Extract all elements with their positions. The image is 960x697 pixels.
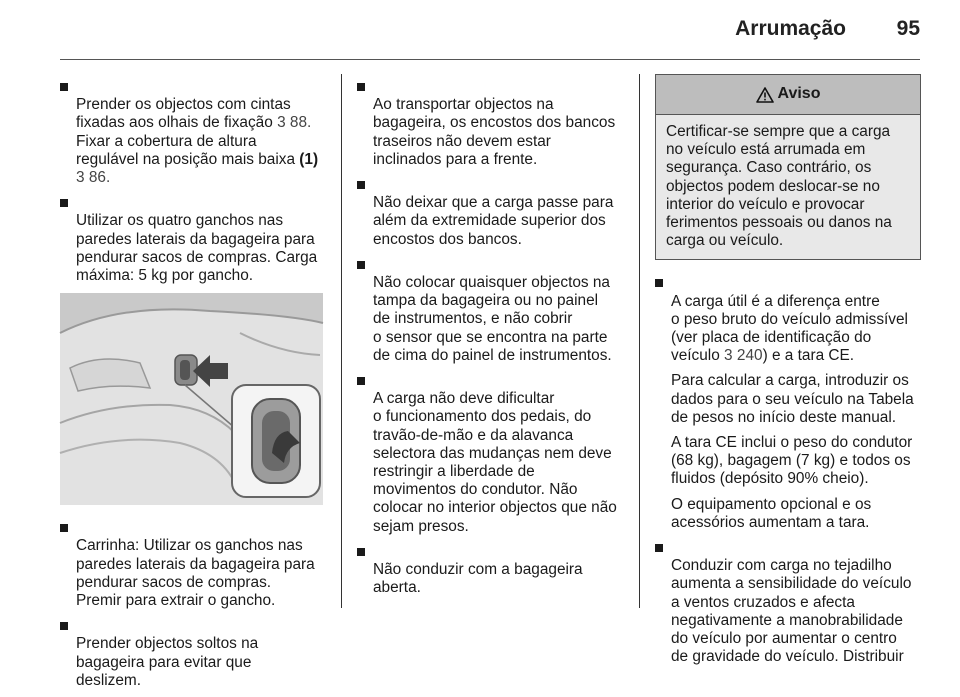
bullet-square-icon [60, 524, 68, 532]
column-divider-2 [639, 74, 640, 608]
bullet-square-icon [655, 279, 663, 287]
warning-text: Certificar-se sempre que a carga no veículo está arrumada em segurança. Caso contrário, os objectos podem deslocar-se no interior do veículo e provocar ferimentos pessoais ou danos na carga ou veículo. [656, 115, 920, 259]
list-item: Prender objectos soltos na bagageira para evitar que deslizem. [60, 617, 326, 690]
page-reference-link[interactable]: 3 240 [724, 347, 763, 365]
column-3 [655, 74, 921, 673]
cargo-hook-illustration [60, 293, 323, 505]
bullet-square-icon [357, 377, 365, 385]
bullet-square-icon [60, 622, 68, 630]
bullet-square-icon [655, 544, 663, 552]
bullet-square-icon [60, 83, 68, 91]
list-item: Não conduzir com a bagageira aberta. [357, 543, 623, 598]
column-1 [60, 78, 326, 697]
list-item: Não deixar que a carga passe para além da extremidade superior dos encostos dos bancos. [357, 176, 623, 249]
list-item: Ao transportar objectos na bagageira, os encostos dos bancos traseiros não devem estar inclinados para a frente. [357, 78, 623, 169]
bullet-square-icon [357, 83, 365, 91]
page-reference-link[interactable]: 3 88. [277, 114, 312, 132]
page-reference-link[interactable]: 3 86. [76, 169, 111, 187]
column-divider-1 [341, 74, 342, 608]
header-divider [60, 59, 920, 60]
paragraph: A tara CE inclui o peso do condutor (68 kg), bagagem (7 kg) e todos os fluidos (depósito 90% cheio). [671, 434, 913, 488]
position-label: (1) [299, 150, 319, 168]
list-item: Carrinha: Utilizar os ganchos nas paredes laterais da bagageira para pendurar sacos de compras. Premir para extrair o gancho. [60, 519, 326, 610]
column-2 [357, 78, 623, 604]
bullet-square-icon [357, 181, 365, 189]
list-item: Prender os objectos com cintas fixadas aos olhais de fixação 3 88. Fixar a cobertura de altura regulável na posição mais baixa (1) 3 86. [60, 78, 326, 187]
list-item: Conduzir com carga no tejadilho aumenta a sensibilidade do veículo a ventos cruzados e afecta negativamente a manobrabilidade do veículo por aumentar o centro de gravidade do veículo. Distribuir [655, 539, 921, 666]
warning-title: Aviso [777, 85, 821, 103]
list-item: Não colocar quaisquer objectos na tampa da bagageira ou no painel de instrumentos, e não cobrir o sensor que se encontra na parte de cima do painel de instrumentos. [357, 256, 623, 365]
warning-triangle-icon [756, 87, 774, 103]
list-item: A carga não deve dificultar o funcionamento dos pedais, do travão-de-mão e da alavanca selectora das mudanças nem deve restringir a liberdade de movimentos do condutor. Não colocar no interior objectos que não sejam presos. [357, 372, 623, 536]
bullet-square-icon [60, 199, 68, 207]
bullet-square-icon [357, 548, 365, 556]
warning-header [656, 75, 920, 115]
page-title: Arrumação [735, 17, 846, 40]
paragraph: O equipamento opcional e os acessórios aumentam a tara. [671, 495, 872, 531]
page-header [0, 0, 960, 62]
bullet-square-icon [357, 261, 365, 269]
list-item: Utilizar os quatro ganchos nas paredes laterais da bagageira para pendurar sacos de compras. Carga máxima: 5 kg por gancho. [60, 194, 326, 285]
warning-box [655, 74, 921, 260]
paragraph: Para calcular a carga, introduzir os dados para o seu veículo na Tabela de pesos no início deste manual. [671, 372, 914, 426]
list-item: A carga útil é a diferença entre o peso bruto do veículo admissível (ver placa de identificação do veículo 3 240) e a tara CE. [655, 274, 921, 365]
page-number: 95 [896, 17, 920, 40]
